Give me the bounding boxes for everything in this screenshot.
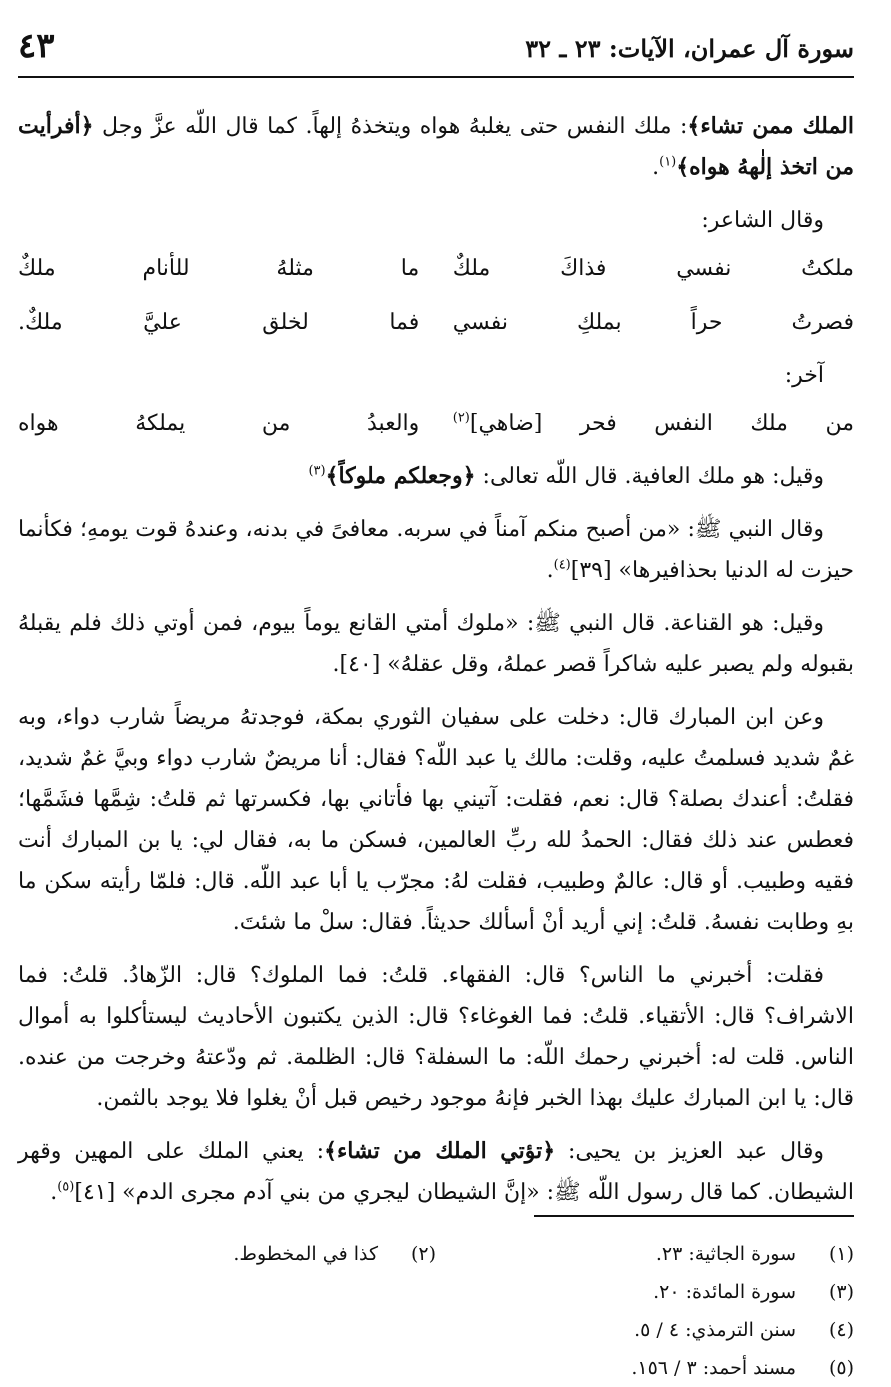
paragraph-2 xyxy=(18,456,854,497)
footnote-number: (٢) xyxy=(410,1243,436,1265)
poem-verse-1 xyxy=(18,247,854,291)
verse-first-hemistich xyxy=(453,402,854,446)
header-title: سورة آل عمران، الآيات: ٢٣ ـ ٣٢ xyxy=(525,34,854,63)
footnote-ref: (٣) xyxy=(308,463,326,479)
footnote-text: سورة الجاثية: ٢٣. xyxy=(655,1243,796,1265)
footnote-ref: (٤) xyxy=(553,557,571,573)
paragraph-text: : يعني الملك على المهين وقهر الشيطان. كما قال رسول اللّه ﷺ: «إنَّ الشيطان ليجري من بني آدم مجرى الدم» [٤١] xyxy=(18,1139,854,1205)
verse-second-hemistich: والعبدُ من يملكهُ هواه xyxy=(18,411,420,436)
footnote-text: كذا في المخطوط. xyxy=(233,1243,378,1265)
paragraph-text: وقال النبي ﷺ: «من أصبح منكم آمناً في سربه. معافىً في بدنه، وعندهُ قوت يومهِ؛ فكأنما حيزت له الدنيا بحذافيرها» [٣٩] xyxy=(18,517,854,583)
footnote-row xyxy=(18,1273,854,1311)
footnote-item xyxy=(434,1273,854,1311)
poet-intro: وقال الشاعر: xyxy=(701,208,824,233)
body-text xyxy=(18,106,854,1213)
footnote-row xyxy=(18,1311,854,1349)
footnote-item xyxy=(434,1349,854,1387)
paragraph-end: . xyxy=(50,1180,58,1205)
verse-text: من ملك النفس فحر [ضاهي] xyxy=(469,411,854,436)
footnote-row xyxy=(18,1349,854,1387)
footnote-text: مسند أحمد: ٣ / ١٥٦. xyxy=(631,1357,796,1379)
footnote-ref: (١) xyxy=(659,154,677,170)
paragraph-7 xyxy=(18,1131,854,1213)
quran-quote: ﴿تؤتي الملك من تشاء﴾ xyxy=(324,1138,556,1164)
quran-quote: ﴿أفرأيت من اتخذ إلٰههُ هواه﴾ xyxy=(18,113,854,180)
verse-first-hemistich: ملكتُ نفسي فذاكَ ملكٌ xyxy=(452,256,854,281)
footnote-row xyxy=(18,1235,854,1273)
footnote-ref: (٥) xyxy=(57,1179,75,1195)
quran-quote: ﴿وجعلكم ملوكاً﴾ xyxy=(325,463,476,489)
footnote-text: سنن الترمذي: ٤ / ٥. xyxy=(634,1319,796,1341)
paragraph-6: فقلت: أخبرني ما الناس؟ قال: الفقهاء. قلتُ: فما الملوك؟ قال: الزّهادُ. قلتُ: فما الاشراف؟ قال: الأتقياء. قلتُ: فما الغوغاء؟ قال: الذين يكتبون الأحاديث ليستأكلوا به أموال الناس. قلت له: أخبرني رحمك اللّه: ما السفلة؟ قال: الظلمة. ثم ودّعتهُ وخرجت من عنده. قال: يا ابن المبارك عليك بهذا الخبر فإنهُ موجود رخيص قبل أنْ يغلوا فلا يوجد بالثمن. xyxy=(18,963,854,1111)
footnote-number: (٥) xyxy=(828,1357,854,1379)
footnote-number: (١) xyxy=(828,1243,854,1265)
paragraph-5: وعن ابن المبارك قال: دخلت على سفيان الثوري بمكة، فوجدتهُ مريضاً شارب دواء، وبه غمٌ شديد فسلمتُ عليه، وقلت: مالك يا عبد اللّه؟ فقال: أنا مريضٌ شارب دواء وبيَّ غمٌ شديد، فقلتُ: أعندك بصلة؟ قال: نعم، فقلت: آتيني بها فأتاني بها، فكسرتها ثم قلتُ: شِمَّها فشَمَّها؛ فعطس عند ذلك فقال: الحمدُ لله ربِّ العالمين، فسكن ما به، فقال لي: يا بن المبارك أنت فقيه وطبيب. أو قال: عالمٌ وطبيب، فقلت لهُ: مجرّب يا أبا عبد اللّه. قال: فلمّا رأيته سكن ما بهِ وطابت نفسهُ. قلتُ: إني أريد أنْ أسألك حديثاً. فقال: سلْ ما شئتَ. xyxy=(18,705,854,935)
verse-second-hemistich: فما لخلق عليَّ ملكٌ. xyxy=(18,310,420,335)
paragraph-3 xyxy=(18,509,854,591)
page-number: ٤٣ xyxy=(18,26,55,66)
quran-quote: الملك ممن تشاء﴾ xyxy=(687,113,854,139)
poem-verse-2 xyxy=(18,301,854,345)
footnote-text: سورة المائدة: ٢٠. xyxy=(653,1281,796,1303)
footnote-number: (٣) xyxy=(828,1281,854,1303)
footnote-item xyxy=(436,1235,854,1273)
paragraph-1 xyxy=(18,106,854,188)
paragraph-4: وقيل: هو القناعة. قال النبي ﷺ: «ملوك أمتي القانع يوماً بيوم، فمن أوتي ذلك فلم يقبلهُ بقبوله ولم يصبر عليه شاكراً قصر عملهُ، وقل عقلهُ» [٤٠]. xyxy=(18,611,854,677)
other-poet-intro: آخر: xyxy=(784,363,824,388)
paragraph-text: : ملك النفس حتى يغلبهُ هواه ويتخذهُ إلهاً. كما قال اللّه عزَّ وجل xyxy=(101,114,688,139)
book-page xyxy=(18,20,854,1379)
footnote-item xyxy=(434,1311,854,1349)
poem-verse-3 xyxy=(18,402,854,446)
paragraph-end: . xyxy=(652,155,660,180)
footnote-ref: (٢) xyxy=(452,410,470,426)
paragraph-text: وقيل: هو ملك العافية. قال اللّه تعالى: xyxy=(482,464,824,489)
footnote-number: (٤) xyxy=(828,1319,854,1341)
paragraph-text: وقال عبد العزيز بن يحيى: xyxy=(567,1139,824,1164)
footnotes xyxy=(18,1215,854,1387)
footnote-item xyxy=(18,1235,436,1273)
footnote-divider xyxy=(534,1215,854,1217)
running-header xyxy=(18,20,854,78)
paragraph-end: . xyxy=(546,558,554,583)
verse-second-hemistich: ما مثلهُ للأنام ملكٌ xyxy=(18,256,420,281)
verse-first-hemistich: فصرتُ حراً بملكِ نفسي xyxy=(452,310,854,335)
